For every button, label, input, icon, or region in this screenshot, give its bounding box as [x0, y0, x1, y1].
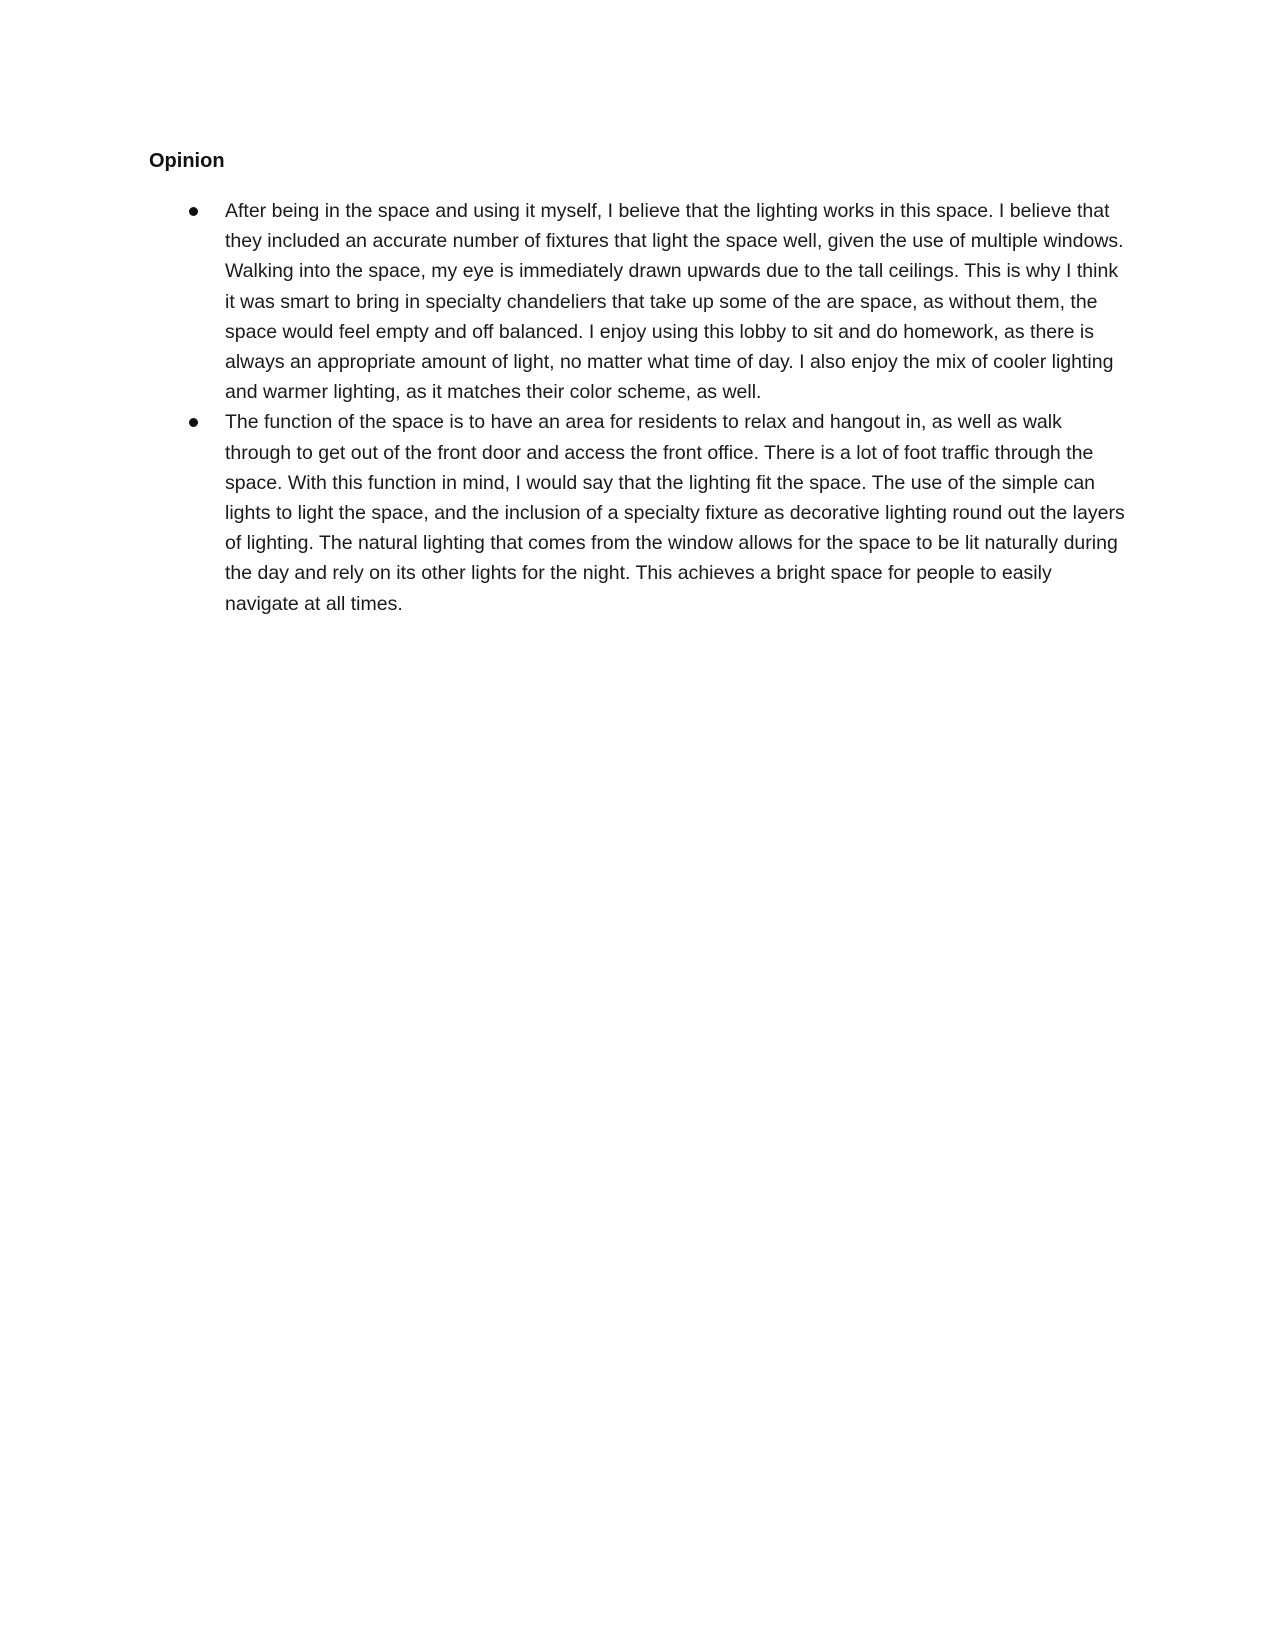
section-heading: Opinion [149, 150, 225, 172]
bullet-list [189, 196, 1129, 619]
list-item [189, 407, 1129, 618]
list-item [189, 196, 1129, 407]
bullet-text: After being in the space and using it myself, I believe that the lighting works in this space. I believe that they included an accurate number of fixtures that light the space well, given the use of multiple windows. Walking into the space, my eye is immediately drawn upwards due to the tall ceilings. This is why I think it was smart to bring in specialty chandeliers that take up some of the are space, as without them, the space would feel empty and off balanced. I enjoy using this lobby to sit and do homework, as there is always an appropriate amount of light, no matter what time of day. I also enjoy the mix of cooler lighting and warmer lighting, as it matches their color scheme, as well. [225, 200, 1124, 404]
bullet-icon [189, 418, 198, 427]
bullet-icon [189, 207, 198, 216]
bullet-text: The function of the space is to have an area for residents to relax and hangout in, as well as walk through to get out of the front door and access the front office. There is a lot of foot traffic through the space. With this function in mind, I would say that the lighting fit the space. The use of the simple can lights to light the space, and the inclusion of a specialty fixture as decorative lighting round out the layers of lighting. The natural lighting that comes from the window allows for the space to be lit naturally during the day and rely on its other lights for the night. This achieves a bright space for people to easily navigate at all times. [225, 411, 1125, 615]
